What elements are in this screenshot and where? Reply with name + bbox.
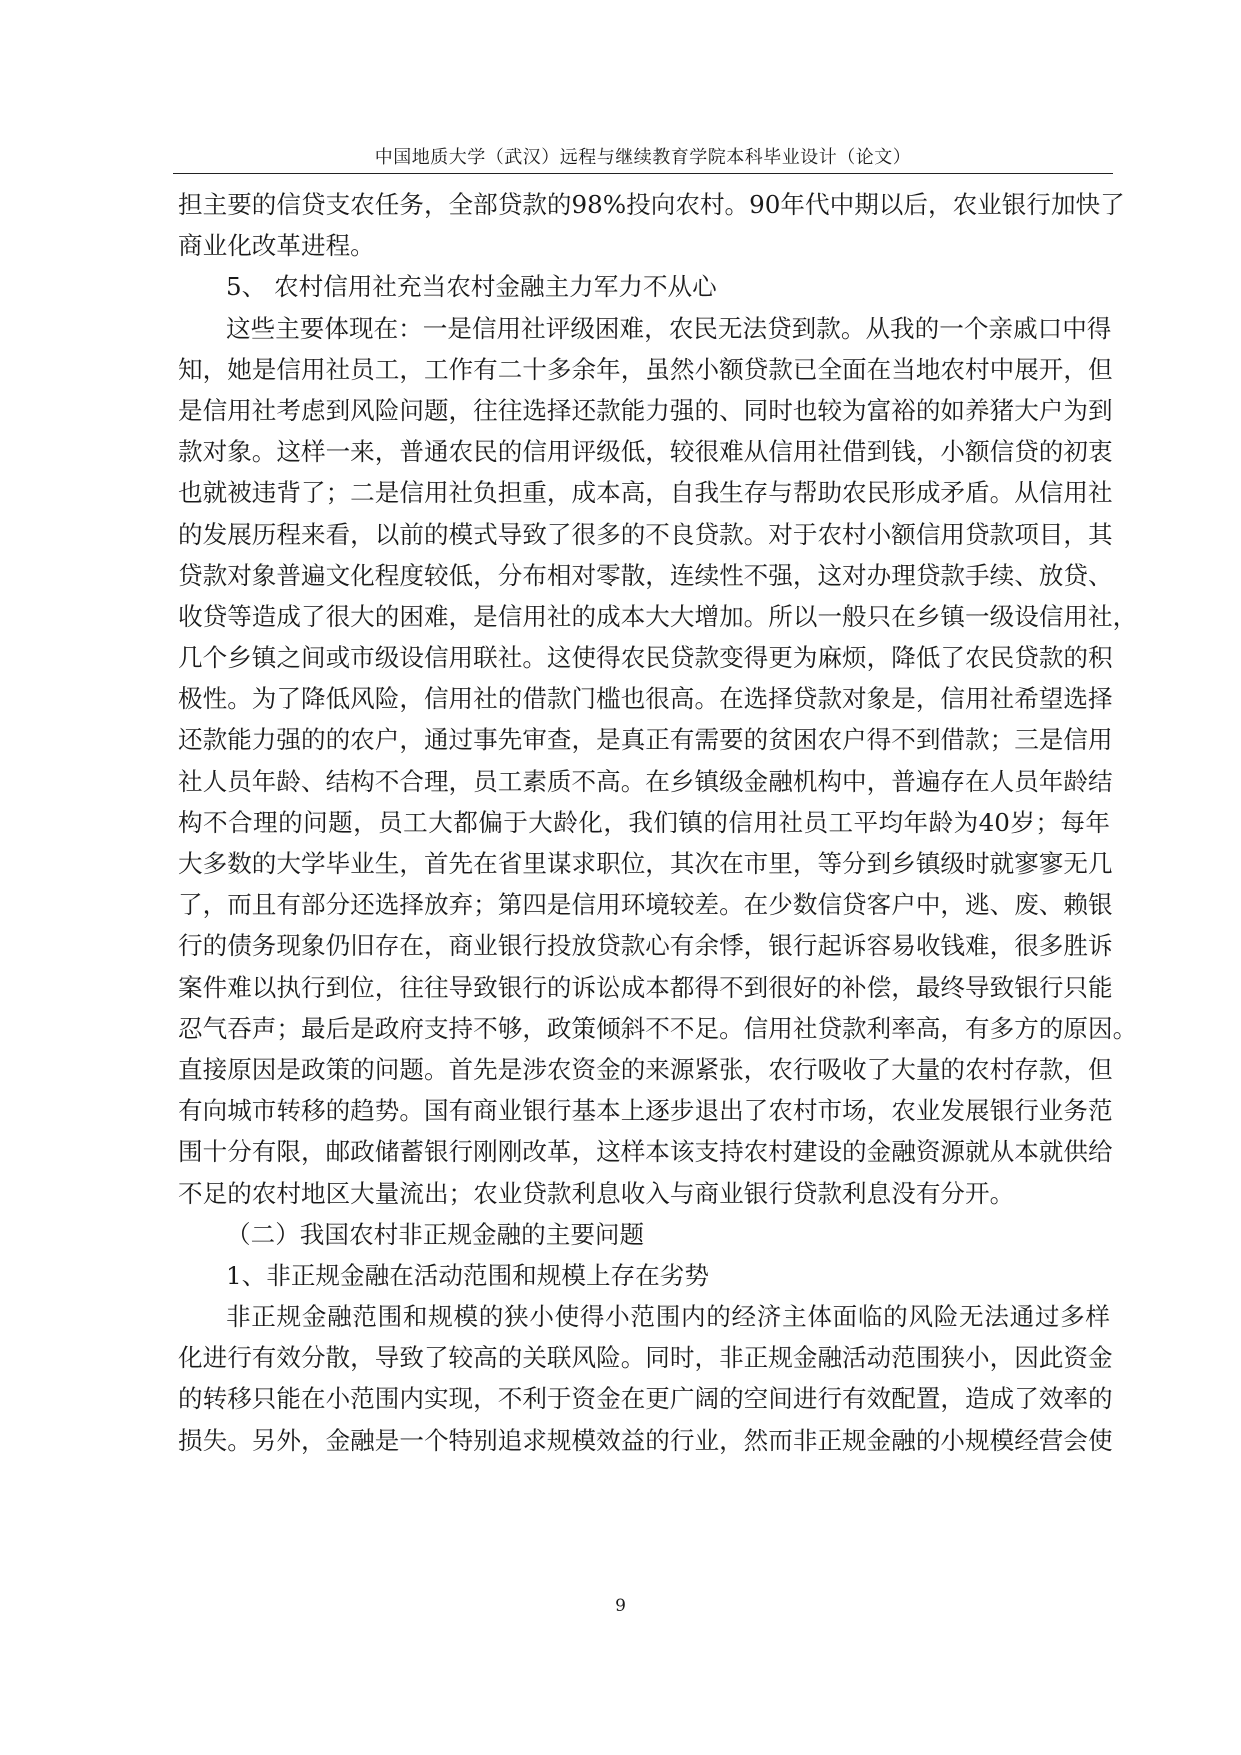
- text-line: 5、 农村信用社充当农村金融主力军力不从心: [226, 272, 717, 302]
- body-text: [178, 184, 1138, 1461]
- text-line: 的发展历程来看，以前的模式导致了很多的不良贷款。对于农村小额信用贷款项目，其: [178, 519, 1113, 549]
- text-line: 构不合理的问题，员工大都偏于大龄化，我们镇的信用社员工平均年龄为40岁；每年: [178, 807, 1110, 837]
- text-line: 直接原因是政策的问题。首先是涉农资金的来源紧张，农行吸收了大量的农村存款，但: [178, 1054, 1113, 1084]
- text-line: 损失。另外，金融是一个特别追求规模效益的行业，然而非正规金融的小规模经营会使: [178, 1425, 1113, 1455]
- text-line: 这些主要体现在：一是信用社评级困难，农民无法贷到款。从我的一个亲戚口中得: [226, 313, 1112, 343]
- text-line: 行的债务现象仍旧存在，商业银行投放贷款心有余悸，银行起诉容易收钱难，很多胜诉: [178, 931, 1113, 961]
- text-line: 是信用社考虑到风险问题，往往选择还款能力强的、同时也较为富裕的如养猪大户为到: [178, 395, 1113, 425]
- text-line: 收贷等造成了很大的困难，是信用社的成本大大增加。所以一般只在乡镇一级设信用社，: [178, 601, 1138, 631]
- text-line: 案件难以执行到位，往往导致银行的诉讼成本都得不到很好的补偿，最终导致银行只能: [178, 972, 1113, 1002]
- text-line: 还款能力强的的农户，通过事先审查，是真正有需要的贫困农户得不到借款；三是信用: [178, 725, 1113, 755]
- header-rule: [173, 173, 1113, 174]
- text-line: 社人员年龄、结构不合理，员工素质不高。在乡镇级金融机构中，普遍存在人员年龄结: [178, 766, 1113, 796]
- text-line: 化进行有效分散，导致了较高的关联风险。同时，非正规金融活动范围狭小，因此资金: [178, 1343, 1113, 1373]
- text-line: 围十分有限，邮政储蓄银行刚刚改革，这样本该支持农村建设的金融资源就从本就供给: [178, 1137, 1113, 1167]
- text-line: 大多数的大学毕业生，首先在省里谋求职位，其次在市里，等分到乡镇级时就寥寥无几: [178, 849, 1113, 878]
- text-line: 担主要的信贷支农任务，全部贷款的98%投向农村。90年代中期以后，农业银行加快了: [178, 190, 1125, 219]
- page-number: 9: [615, 1596, 626, 1616]
- text-line: 有向城市转移的趋势。国有商业银行基本上逐步退出了农村市场，农业发展银行业务范: [178, 1096, 1113, 1126]
- running-header: 中国地质大学（武汉）远程与继续教育学院本科毕业设计（论文）: [374, 147, 912, 168]
- text-line: 了，而且有部分还选择放弃；第四是信用环境较差。在少数信贷客户中，逃、废、赖银: [178, 890, 1113, 920]
- text-line: 1、非正规金融在活动范围和规模上存在劣势: [226, 1260, 709, 1290]
- text-line: 极性。为了降低风险，信用社的借款门槛也很高。在选择贷款对象是，信用社希望选择: [178, 684, 1113, 714]
- text-line: 非正规金融范围和规模的狭小使得小范围内的经济主体面临的风险无法通过多样: [226, 1302, 1110, 1332]
- text-line: 商业化改革进程。: [178, 231, 375, 261]
- text-line: 款对象。这样一来，普通农民的信用评级低，较很难从信用社借到钱，小额信贷的初衷: [178, 437, 1113, 467]
- text-line: 的转移只能在小范围内实现，不利于资金在更广阔的空间进行有效配置，造成了效率的: [178, 1384, 1113, 1414]
- text-line: 贷款对象普遍文化程度较低，分布相对零散，连续性不强，这对办理贷款手续、放贷、: [178, 560, 1113, 590]
- text-line: 几个乡镇之间或市级设信用联社。这使得农民贷款变得更为麻烦，降低了农民贷款的积: [178, 643, 1113, 673]
- text-line: 也就被违背了；二是信用社负担重，成本高，自我生存与帮助农民形成矛盾。从信用社: [178, 478, 1113, 508]
- text-line: 忍气吞声；最后是政府支持不够，政策倾斜不不足。信用社贷款利率高，有多方的原因。: [178, 1013, 1138, 1043]
- text-line: （二）我国农村非正规金融的主要问题: [226, 1219, 645, 1249]
- text-line: 不足的农村地区大量流出；农业贷款利息收入与商业银行贷款利息没有分开。: [178, 1178, 1015, 1208]
- text-line: 知，她是信用社员工，工作有二十多余年，虽然小额贷款已全面在当地农村中展开，但: [178, 354, 1113, 384]
